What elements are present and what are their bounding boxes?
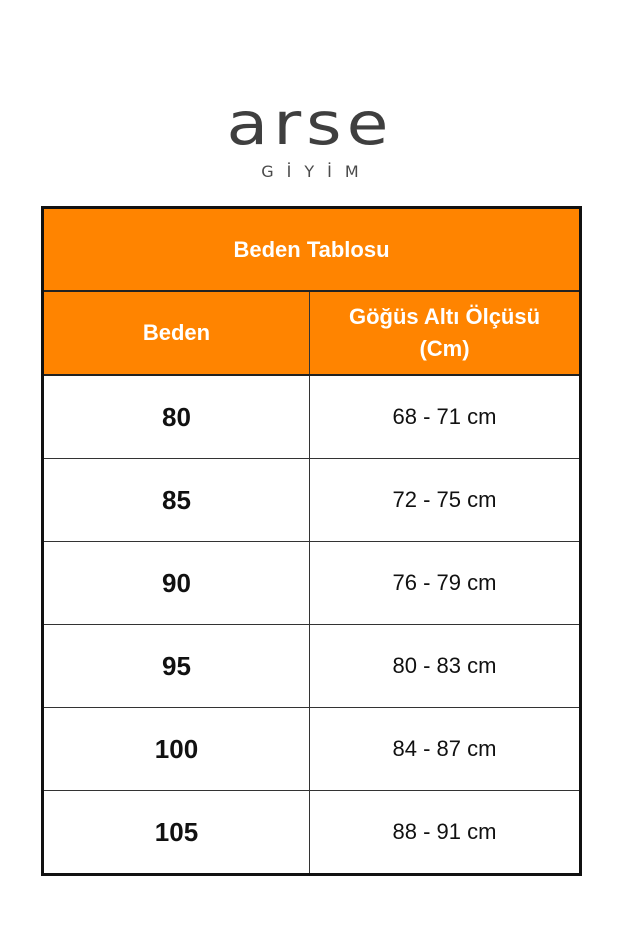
table-row — [43, 625, 581, 708]
table-title: Beden Tablosu — [43, 208, 581, 292]
size-cell: 80 — [43, 375, 310, 459]
table-row — [43, 542, 581, 625]
brand-wordmark: arse — [226, 90, 394, 159]
size-cell: 100 — [43, 708, 310, 791]
measure-cell: 88 - 91 cm — [310, 791, 581, 875]
brand-logo — [0, 88, 620, 181]
table-row — [43, 791, 581, 875]
table-row — [43, 459, 581, 542]
measure-cell: 76 - 79 cm — [310, 542, 581, 625]
size-cell: 90 — [43, 542, 310, 625]
column-header-size: Beden — [43, 291, 310, 375]
size-chart-table — [41, 206, 582, 876]
table-row — [43, 708, 581, 791]
table-header-row — [43, 291, 581, 375]
table-title-row — [43, 208, 581, 292]
measure-cell: 72 - 75 cm — [310, 459, 581, 542]
size-cell: 85 — [43, 459, 310, 542]
measure-cell: 80 - 83 cm — [310, 625, 581, 708]
brand-subtitle: GİYİM — [261, 162, 372, 181]
size-cell: 105 — [43, 791, 310, 875]
table-row — [43, 375, 581, 459]
size-cell: 95 — [43, 625, 310, 708]
column-header-measure: Göğüs Altı Ölçüsü (Cm) — [310, 291, 581, 375]
measure-cell: 68 - 71 cm — [310, 375, 581, 459]
measure-cell: 84 - 87 cm — [310, 708, 581, 791]
